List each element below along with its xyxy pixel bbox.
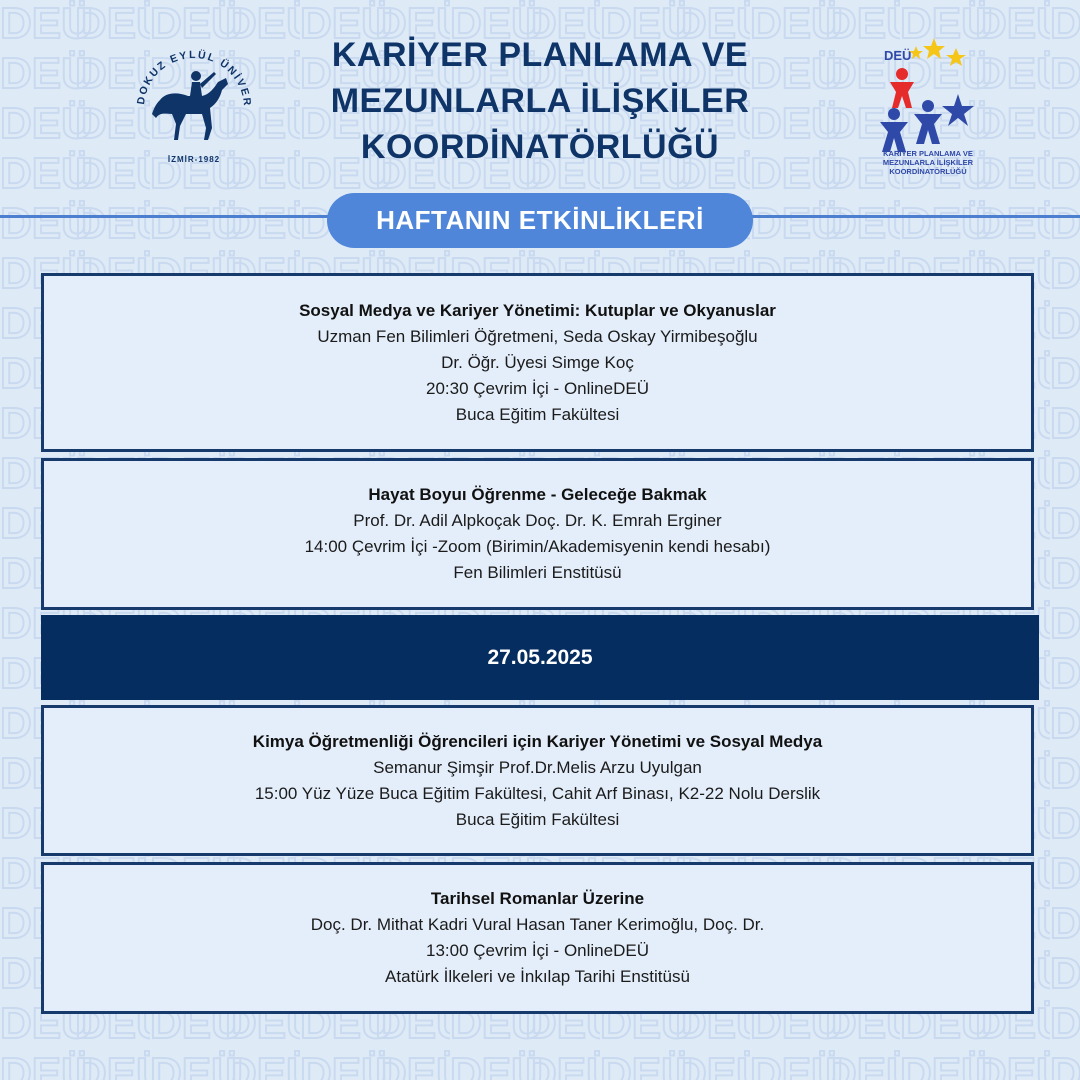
event-line: Prof. Dr. Adil Alpkoçak Doç. Dr. K. Emrah Erginer [353, 511, 722, 530]
event-card [41, 458, 1034, 610]
event-line: 20:30 Çevrim İçi - OnlineDEÜ [426, 378, 649, 398]
event-line: Buca Eğitim Fakültesi [455, 404, 620, 424]
logo-caption-2: MEZUNLARLA İLİŞKİLER [882, 158, 974, 167]
event-card [41, 705, 1034, 856]
event-line: Buca Eğitim Fakültesi [455, 809, 620, 829]
event-line: 15:00 Yüz Yüze Buca Eğitim Fakültesi, Cahit Arf Binası, K2-22 Nolu Derslik [254, 783, 821, 803]
event-line: Uzman Fen Bilimleri Öğretmeni, Seda Oskay Yirmibeşoğlu [317, 326, 758, 346]
event-line: Doç. Dr. Mithat Kadri Vural Hasan Taner Kerimoğlu, Doç. Dr. [310, 915, 765, 934]
seal-ring-text: DOKUZ EYLÜL ÜNİVER [134, 48, 254, 108]
event-title: Kimya Öğretmenliği Öğrencileri için Kariyer Yönetimi ve Sosyal Medya [252, 731, 823, 751]
event-title: Hayat Boyuı Öğrenme - Geleceğe Bakmak [368, 485, 707, 504]
event-line: Atatürk İlkeleri ve İnkılap Tarihi Enstitüsü [385, 967, 690, 986]
event-line: Semanur Şimşir Prof.Dr.Melis Arzu Uyulgan [373, 757, 702, 777]
logo-badge-text: DEÜ [884, 48, 912, 63]
event-line: Dr. Öğr. Üyesi Simge Koç [441, 352, 634, 372]
event-card [41, 862, 1034, 1014]
horseman-seal-icon [130, 42, 258, 174]
event-card [41, 273, 1034, 452]
title-line-2: MEZUNLARLA İLİŞKİLER [330, 82, 750, 120]
university-seal-logo [130, 42, 258, 174]
title-line-1: KARİYER PLANLAMA VE [331, 36, 749, 74]
logo-caption-3: KOORDİNATÖRLÜĞÜ [889, 167, 967, 176]
title-line-3: KOORDİNATÖRLÜĞÜ [360, 128, 720, 166]
section-label-pill: HAFTANIN ETKİNLİKLERİ [327, 193, 753, 248]
event-line: 14:00 Çevrim İçi -Zoom (Birimin/Akademisyenin kendi hesabı) [304, 537, 771, 556]
date-bar: 27.05.2025 [41, 615, 1039, 700]
event-title: Sosyal Medya ve Kariyer Yönetimi: Kutuplar ve Okyanuslar [299, 300, 776, 320]
coordinatorship-logo [868, 34, 988, 180]
stars-people-icon [868, 34, 988, 180]
event-line: Fen Bilimleri Enstitüsü [453, 563, 622, 582]
seal-year-text: İZMİR-1982 [167, 155, 221, 164]
logo-caption-1: KARİYER PLANLAMA VE [883, 149, 973, 158]
page-title [300, 32, 780, 170]
event-line: 13:00 Çevrim İçi - OnlineDEÜ [426, 941, 649, 960]
event-title: Tarihsel Romanlar Üzerine [430, 889, 645, 908]
